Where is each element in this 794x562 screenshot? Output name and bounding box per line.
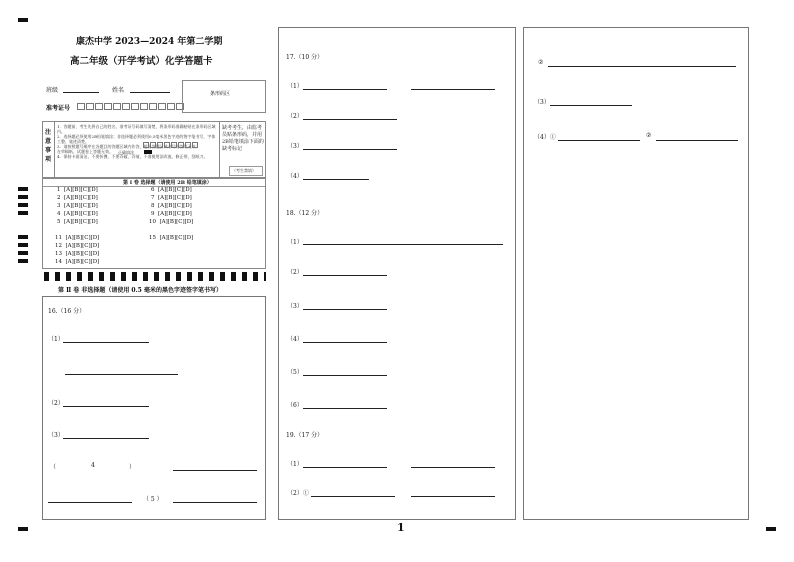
corner-mark-bottom-right — [766, 527, 776, 531]
page-number: 1 — [397, 521, 405, 534]
name-field[interactable] — [130, 92, 170, 93]
choice-row[interactable]: 9 [A][B][C][D] — [151, 211, 192, 217]
q17-p1-line-2[interactable] — [411, 89, 495, 90]
exam-id-boxes[interactable] — [77, 103, 185, 110]
q18-p4-label: （4） — [287, 336, 303, 343]
choice-row[interactable]: 8 [A][B][C][D] — [151, 203, 192, 209]
q16-p5-line-left[interactable] — [48, 502, 132, 503]
q18-p2-line[interactable] — [303, 275, 387, 276]
notice-item-4: 在草稿纸、试题卷上答题无效。 — [57, 149, 113, 154]
choice-row[interactable]: 5 [A][B][C][D] — [57, 219, 98, 225]
notice-item-5: 4．保持卡面清洁，不要折叠、不要弄破、弄皱，不准使用涂改液、修正带、刮纸刀。 — [57, 154, 208, 159]
q17-title: 17.（10 分） — [286, 54, 324, 61]
q18-p5-label: （5） — [287, 369, 303, 376]
q17-p4-label: （4） — [287, 173, 303, 180]
notice-box — [42, 121, 266, 179]
absent-side-note: 缺考考生，由监考员贴条形码，并用2B铅笔填涂下面的缺考标记 — [222, 125, 264, 152]
q17-p2-label: （2） — [287, 113, 303, 120]
q16-p4-open: （ — [50, 464, 57, 471]
q18-p3-label: （3） — [287, 303, 303, 310]
q19-p2-line-2[interactable] — [411, 496, 495, 497]
q16-p3-label: （3） — [48, 432, 64, 439]
q17-p2-line[interactable] — [303, 119, 397, 120]
q17-p1-line[interactable] — [303, 89, 387, 90]
fill-example-label: 正确填涂 — [118, 150, 134, 155]
q16-p2-label: （2） — [48, 400, 64, 407]
q19-p4b-label: ② — [646, 132, 652, 139]
q19-p4-label: （4）① — [534, 134, 556, 141]
q19-p2-line[interactable] — [311, 496, 395, 497]
q19-title: 19.（17 分） — [286, 432, 324, 439]
q16-p5-label: （ 5 ） — [143, 496, 163, 503]
q18-p6-label: （6） — [287, 402, 303, 409]
notice-item-3: 3．请按照题号顺序在各题目的答题区域内作答，超出答题区域书写的答案无效； — [57, 144, 200, 149]
q18-p1-line[interactable] — [303, 244, 503, 245]
notice-label: 注意事项 — [45, 129, 52, 163]
name-label: 姓名 — [112, 87, 125, 94]
q19-p3-line[interactable] — [550, 105, 632, 106]
choice-row[interactable]: 1 [A][B][C][D] — [57, 187, 98, 193]
timing-strip — [44, 272, 266, 281]
notice-item-2: 2．选择题必须使用2B铅笔填涂；非选择题必须使用0.5毫米黑色字迹的签字笔书写，字体工整、笔迹清楚。 — [57, 134, 216, 144]
nonchoice-section-title: 第 Ⅱ 卷 非选择题（请使用 0.5 毫米的黑色字迹签字笔书写） — [58, 287, 222, 294]
card-title: 高二年级（开学考试）化学答题卡 — [70, 56, 213, 67]
q18-p6-line[interactable] — [303, 408, 387, 409]
q16-panel — [42, 296, 266, 520]
choice-row[interactable]: 7 [A][B][C][D] — [151, 195, 192, 201]
q19-p3-label: （3） — [534, 99, 550, 106]
choice-row[interactable]: 3 [A][B][C][D] — [57, 203, 98, 209]
corner-mark-bottom-left — [18, 527, 28, 531]
choice-row[interactable]: 13 [A][B][C][D] — [55, 251, 100, 257]
q16-title: 16.（16 分） — [48, 308, 86, 315]
q18-p5-line[interactable] — [303, 375, 387, 376]
q16-p2-line[interactable] — [63, 406, 149, 407]
q19-p1-label: （1） — [287, 461, 303, 468]
choice-section — [42, 177, 266, 269]
q16-p1-label: （1） — [48, 336, 64, 343]
choice-row[interactable]: 12 [A][B][C][D] — [55, 243, 100, 249]
q17-p1-label: （1） — [287, 83, 303, 90]
choice-row[interactable]: 6 [A][B][C][D] — [151, 187, 192, 193]
q19-p1-line[interactable] — [303, 467, 387, 468]
q16-p5-line-right[interactable] — [173, 502, 257, 503]
choice-row[interactable]: 10 [A][B][C][D] — [149, 219, 194, 225]
q19-continued-panel — [523, 27, 749, 520]
choice-row[interactable]: 15 [A][B][C][D] — [149, 235, 194, 241]
q18-p2-label: （2） — [287, 269, 303, 276]
q17-q19-panel — [278, 27, 516, 520]
q18-p1-label: （1） — [287, 239, 303, 246]
choice-row[interactable]: 11 [A][B][C][D] — [55, 235, 100, 241]
q19-p2b-label: ② — [538, 59, 544, 66]
choice-row[interactable]: 2 [A][B][C][D] — [57, 195, 98, 201]
barcode-label: 条形码区 — [210, 91, 231, 97]
q17-p4-line[interactable] — [303, 179, 369, 180]
school-title: 康杰中学 2023—2024 年第二学期 — [76, 37, 223, 47]
q18-title: 18.（12 分） — [286, 210, 324, 217]
absent-checkbox[interactable] — [229, 166, 263, 176]
q16-p1-line[interactable] — [63, 342, 149, 343]
corner-mark-top-left — [18, 18, 28, 22]
q17-p3-line[interactable] — [303, 149, 397, 150]
q18-p3-line[interactable] — [303, 309, 387, 310]
q16-p4-line[interactable] — [173, 470, 257, 471]
q19-p2-label: （2）① — [287, 490, 309, 497]
q16-p3-line[interactable] — [63, 438, 149, 439]
absent-label: （考生禁填） — [232, 168, 256, 173]
notice-item-1: 1．答题前，考生先将自己的姓名、准考证号码填写清楚，将条形码准确粘贴在条形码区域内。 — [57, 124, 216, 134]
choice-section-title: 第 I 卷 选择题（请使用 2B 铅笔填涂） — [123, 180, 212, 186]
q16-p4-num: 4 — [91, 462, 95, 469]
class-field[interactable] — [63, 92, 99, 93]
exam-id-label: 准考证号 — [46, 105, 71, 112]
q17-p3-label: （3） — [287, 143, 303, 150]
fill-example-mark — [144, 150, 152, 154]
barcode-area — [182, 80, 266, 113]
choice-row[interactable]: 14 [A][B][C][D] — [55, 259, 100, 265]
choice-row[interactable]: 4 [A][B][C][D] — [57, 211, 98, 217]
q19-p2b-line[interactable] — [548, 66, 736, 67]
class-label: 班级 — [46, 87, 59, 94]
q16-p1-line-2[interactable] — [65, 374, 178, 375]
q19-p4-line[interactable] — [558, 140, 640, 141]
q19-p1-line-2[interactable] — [411, 467, 495, 468]
q19-p4b-line[interactable] — [656, 140, 738, 141]
q18-p4-line[interactable] — [303, 342, 387, 343]
q16-p4-close: ） — [129, 464, 136, 471]
